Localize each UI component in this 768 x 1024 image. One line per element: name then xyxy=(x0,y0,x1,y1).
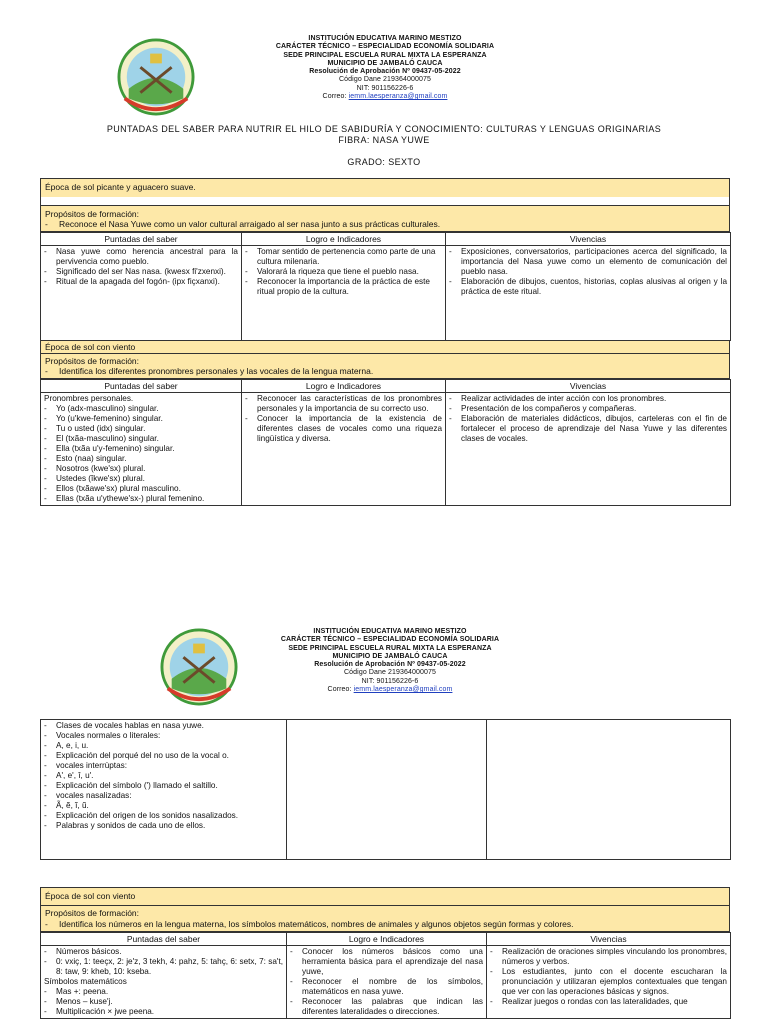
header-line: CARÁCTER TÉCNICO – ESPECIALIDAD ECONOMÍA SOLIDARIA xyxy=(275,43,495,51)
list-item: - Palabras y sonidos de cada uno de ellos. xyxy=(44,821,283,831)
institution-header-2 xyxy=(205,628,575,694)
header-line: MUNICIPIO DE JAMBALÓ CAUCA xyxy=(327,59,443,67)
list-item: - Presentación de los compañeros y compañeras. xyxy=(449,404,727,414)
col-header-vivencias: Vivencias xyxy=(487,933,731,946)
list-item: - Números básicos. xyxy=(44,947,283,957)
correo-label: Correo: xyxy=(322,93,349,101)
list-item: - Nosotros (kwe'sx) plural. xyxy=(44,464,238,474)
vivencias-cell xyxy=(446,393,731,506)
list-item: - Conocer la importancia de la existencia de diferentes clases de vocales como una riqueza lingüística y diversa. xyxy=(245,414,442,444)
list-item: - Ella (txãa u'y-femenino) singular. xyxy=(44,444,238,454)
epoca-row xyxy=(40,887,730,906)
col-header-logros: Logro e Indicadores xyxy=(242,380,446,393)
simbolos-label: Símbolos matemáticos xyxy=(44,977,127,986)
proposito-text: Identifica los diferentes pronombres personales y las vocales de la lengua materna. xyxy=(59,366,374,376)
list-item: - El (txãa-masculino) singular. xyxy=(44,434,238,444)
header-line: CARÁCTER TÉCNICO – ESPECIALIDAD ECONOMÍA SOLIDARIA xyxy=(280,636,500,644)
correo xyxy=(200,93,570,101)
empty-cell xyxy=(487,720,731,860)
proposito-text: Identifica los números en la lengua materna, los símbolos matemáticos, nombres de animales y algunos objetos según formas y colores. xyxy=(59,919,574,929)
header-line: MUNICIPIO DE JAMBALÓ CAUCA xyxy=(332,652,448,660)
propositos-label: Propósitos de formación: xyxy=(45,209,140,219)
col-header-puntadas: Puntadas del saber xyxy=(41,933,287,946)
gap-row xyxy=(40,197,730,205)
email-link[interactable]: iemm.laesperanza@gmail.com xyxy=(353,686,453,694)
list-item: - Esto (naa) singular. xyxy=(44,454,238,464)
list-item: - 0: vxiç, 1: teeçx, 2: je'z, 3 tekh, 4: pahz, 5: tahç, 6: setx, 7: sa't, 8: taw, 9: kheb, 10: kseba. xyxy=(44,957,283,977)
list-item: - Los estudiantes, junto con el docente escucharan la pronunciación y utilizaran ejemplos contextuales que tengan que ver con las operaciones básicas y signos. xyxy=(490,967,727,997)
list-item: - Reconocer las palabras que indican las diferentes lateralidades o direcciones. xyxy=(290,997,483,1017)
list-item: - A', e', î, u'. xyxy=(44,771,283,781)
list-item: - Vocales normales o literales: xyxy=(44,731,283,741)
header-line: Resolución de Aprobación Nº 09437-05-2022 xyxy=(314,661,466,669)
list-item: - A, e, i, u. xyxy=(44,741,283,751)
list-item: - Explicación del porqué del no uso de la vocal o. xyxy=(44,751,283,761)
list-item: - Realizar actividades de inter acción con los pronombres. xyxy=(449,394,727,404)
col-header-logros: Logro e Indicadores xyxy=(242,233,446,246)
table-row xyxy=(41,246,731,341)
correo-label: Correo: xyxy=(327,686,354,694)
list-item: - vocales interrùptas: xyxy=(44,761,283,771)
puntadas-cell xyxy=(41,393,242,506)
logros-cell xyxy=(242,393,446,506)
epoca-row xyxy=(40,178,730,198)
list-item: - Explicación del símbolo (') llamado el saltillo. xyxy=(44,781,283,791)
list-item: - Ellas (txãa u'ythewe'sx-) plural femenino. xyxy=(44,494,238,504)
list-item: - Reconocer la importancia de la práctica de este ritual propio de la cultura. xyxy=(245,277,442,297)
list-item: - Nasa yuwe como herencia ancestral para la pervivencia como pueblo. xyxy=(44,247,238,267)
epoca-row xyxy=(40,340,730,354)
proposito-text: Reconoce el Nasa Yuwe como un valor cultural arraigado al ser nasa junto a sus prácticas culturales. xyxy=(59,219,441,229)
header-line: SEDE PRINCIPAL ESCUELA RURAL MIXTA LA ESPERANZA xyxy=(283,51,487,59)
epoca-title: Época de sol con viento xyxy=(45,891,136,901)
logros-cell xyxy=(287,946,487,1019)
dane-code: Código Dane 219364000075 xyxy=(339,76,431,84)
section3-table xyxy=(40,932,731,1019)
table-row xyxy=(41,946,731,1019)
correo xyxy=(205,686,575,694)
list-item: - Explicación del origen de los sonidos nasalizados. xyxy=(44,811,283,821)
list-item: - Reconocer las características de los pronombres personales y la importancia de su correcto uso. xyxy=(245,394,442,414)
header-line: Resolución de Aprobación Nº 09437-05-2022 xyxy=(309,68,461,76)
list-item: - Multiplicación × jwe peena. xyxy=(44,1007,283,1017)
table-row xyxy=(41,720,731,860)
table-header-row xyxy=(41,233,731,246)
table-header-row xyxy=(41,933,731,946)
document-title: PUNTADAS DEL SABER PARA NUTRIR EL HILO DE SABIDURÍA Y CONOCIMIENTO: CULTURAS Y LENGUAS ORIGINARIAS FIBRA: NASA YUWE xyxy=(106,124,662,145)
section1-table xyxy=(40,232,731,341)
list-item: - Realizar juegos o rondas con las lateralidades, que xyxy=(490,997,727,1007)
list-item: - vocales nasalizadas: xyxy=(44,791,283,801)
list-item: - Clases de vocales hablas en nasa yuwe. xyxy=(44,721,283,731)
nit: NIT: 901156226-6 xyxy=(361,677,419,685)
table-row xyxy=(41,393,731,506)
list-item: - Ritual de la apagada del fogón- (ipx fiçxanxi). xyxy=(44,277,238,287)
col-header-vivencias: Vivencias xyxy=(446,233,731,246)
institution-header-1 xyxy=(200,35,570,101)
list-item: - Yo (u'kwe-femenino) singular. xyxy=(44,414,238,424)
header-line: SEDE PRINCIPAL ESCUELA RURAL MIXTA LA ESPERANZA xyxy=(288,644,492,652)
list-item: - Ustedes (îkwe'sx) plural. xyxy=(44,474,238,484)
empty-cell xyxy=(287,720,487,860)
nit: NIT: 901156226-6 xyxy=(356,84,414,92)
list-item: - Tu o usted (idx) singular. xyxy=(44,424,238,434)
puntadas-cell xyxy=(41,946,287,1019)
propositos-label: Propósitos de formación: xyxy=(45,356,140,366)
list-item: - Valorará la riqueza que tiene el pueblo nasa. xyxy=(245,267,442,277)
list-item: - Menos – kuse'j. xyxy=(44,997,283,1007)
list-item: - Mas +: peena. xyxy=(44,987,283,997)
list-item: - Reconocer el nombre de los símbolos, matemáticos en nasa yuwe. xyxy=(290,977,483,997)
col-header-logros: Logro e Indicadores xyxy=(287,933,487,946)
list-item: - Significado del ser Nas nasa. (kwesx fi'zxenxi). xyxy=(44,267,238,277)
propositos-label: Propósitos de formación: xyxy=(45,908,140,918)
list-item: - Yo (adx-masculino) singular. xyxy=(44,404,238,414)
dane-code: Código Dane 219364000075 xyxy=(344,669,436,677)
epoca-title: Época de sol con viento xyxy=(45,342,136,352)
email-link[interactable]: iemm.laesperanza@gmail.com xyxy=(348,93,448,101)
grade-label: GRADO: SEXTO xyxy=(347,157,421,167)
header-line: INSTITUCIÓN EDUCATIVA MARINO MESTIZO xyxy=(308,35,462,42)
list-item: - Elaboración de dibujos, cuentos, historias, coplas alusivas al origen y la práctica de este ritual. xyxy=(449,277,727,297)
list-item: - Ellos (txãawe'sx) plural masculino. xyxy=(44,484,238,494)
col-header-vivencias: Vivencias xyxy=(446,380,731,393)
col-header-puntadas: Puntadas del saber xyxy=(41,380,242,393)
section2-table xyxy=(40,379,731,506)
propositos-row: Propósitos de formación: - Reconoce el Nasa Yuwe como un valor cultural arraigado al ser nasa junto a sus prácticas culturales. xyxy=(40,205,730,232)
list-item: - Elaboración de materiales didácticos, dibujos, carteleras con el fin de fortalecer el proceso de aprendizaje del Nasa Yuwe y las diferentes clases de vocales. xyxy=(449,414,727,444)
list-item: - Realización de oraciones simples vinculando los pronombres, números y verbos. xyxy=(490,947,727,967)
puntadas-cell xyxy=(41,246,242,341)
table-header-row xyxy=(41,380,731,393)
propositos-row: Propósitos de formación: - Identifica los números en la lengua materna, los símbolos matemáticos, nombres de animales y algunos objetos según formas y colores. xyxy=(40,905,730,932)
vivencias-cell xyxy=(446,246,731,341)
list-item: - Conocer los números básicos como una herramienta básica para el aprendizaje del nasa yuwe, xyxy=(290,947,483,977)
vocales-table xyxy=(40,719,731,860)
list-item: - Ã, ẽ, ĩ, ũ. xyxy=(44,801,283,811)
epoca-title: Época de sol picante y aguacero suave. xyxy=(45,182,196,192)
header-line: INSTITUCIÓN EDUCATIVA MARINO MESTIZO xyxy=(313,628,467,635)
col-header-puntadas: Puntadas del saber xyxy=(41,233,242,246)
list-item: - Tomar sentido de pertenencia como parte de una cultura milenaria. xyxy=(245,247,442,267)
propositos-row: Propósitos de formación: - Identifica los diferentes pronombres personales y las vocales de la lengua materna. xyxy=(40,353,730,379)
puntadas-intro: Pronombres personales. xyxy=(44,394,134,403)
list-item: - Exposiciones, conversatorios, participaciones acerca del significado, la importancia del Nasa yuwe como un elemento de comunicación del pueblo nasa. xyxy=(449,247,727,277)
school-logo-1 xyxy=(117,38,195,116)
vivencias-cell xyxy=(487,946,731,1019)
logros-cell xyxy=(242,246,446,341)
vocales-cell xyxy=(41,720,287,860)
